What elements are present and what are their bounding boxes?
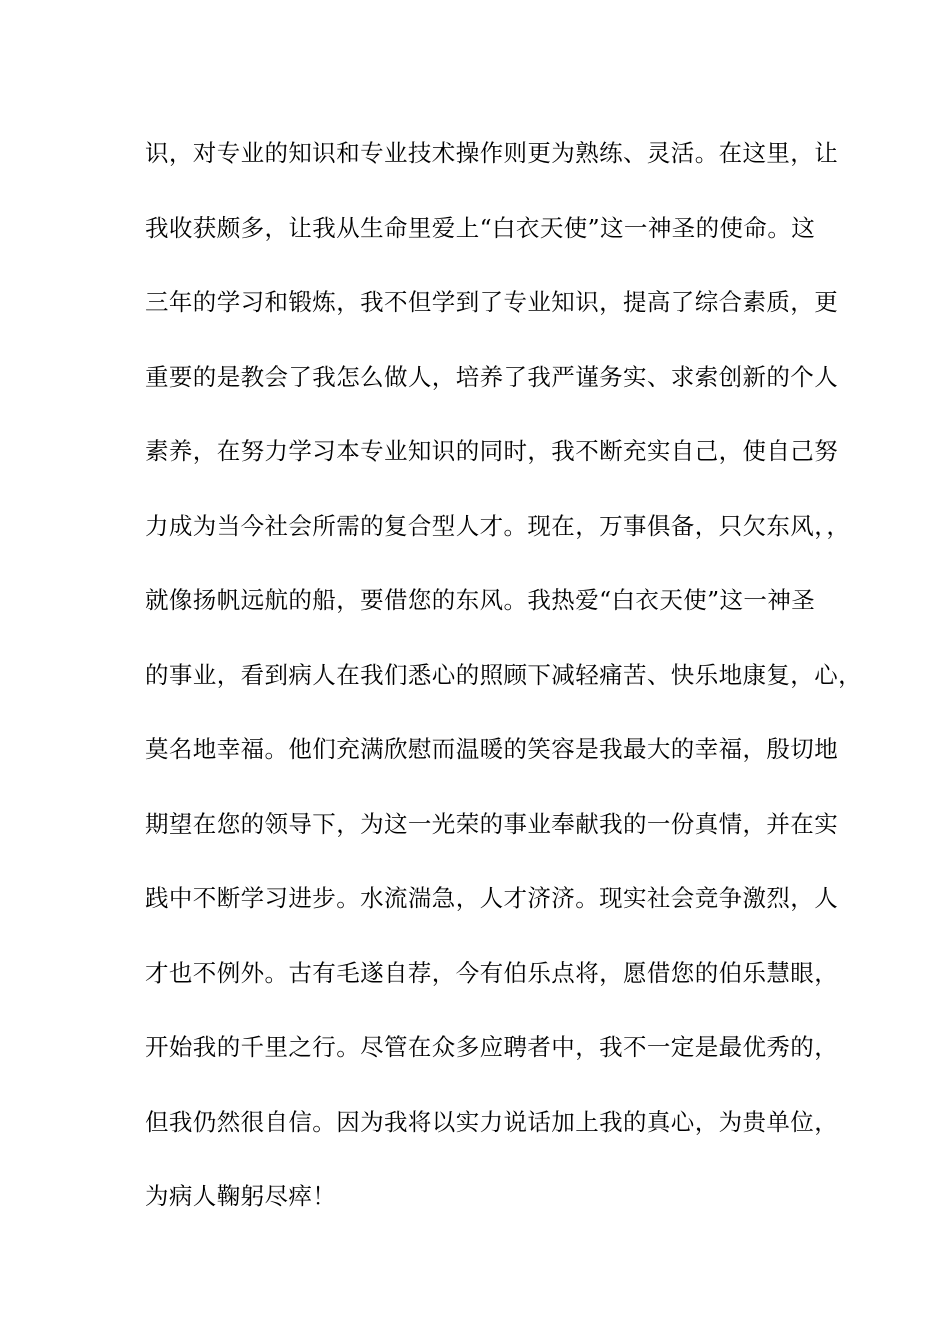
text-line: 素养，在努力学习本专业知识的同时，我不断充实自己，使自己努 xyxy=(145,437,839,465)
text-line: 开始我的千里之行。尽管在众多应聘者中，我不一定是最优秀的， xyxy=(145,1033,839,1061)
text-line: 识，对专业的知识和专业技术操作则更为熟练、灵活。在这里，让 xyxy=(145,139,839,167)
text-line: 期望在您的领导下，为这一光荣的事业奉献我的一份真情，并在实 xyxy=(145,809,839,838)
text-line: 三年的学习和锻炼，我不但学到了专业知识，提高了综合素质，更 xyxy=(145,288,839,316)
text-line: 的事业，看到病人在我们悉心的照顾下减轻痛苦、快乐地康复，心， xyxy=(145,660,862,689)
text-line: 力成为当今社会所需的复合型人才。现在，万事俱备，只欠东风，， xyxy=(145,511,851,540)
text-line: 才也不例外。古有毛遂自荐，今有伯乐点将，愿借您的伯乐慧眼， xyxy=(145,958,839,987)
text-line: 我收获颇多，让我从生命里爱上“白衣天使”这一神圣的使命。这 xyxy=(145,213,816,242)
text-line: 践中不断学习进步。水流湍急，人才济济。现实社会竞争激烈，人 xyxy=(145,884,839,912)
text-line: 但我仍然很自信。因为我将以实力说话加上我的真心，为贵单位， xyxy=(145,1107,839,1136)
text-line: 重要的是教会了我怎么做人，培养了我严谨务实、求索创新的个人 xyxy=(145,362,839,391)
text-line: 莫名地幸福。他们充满欣慰而温暖的笑容是我最大的幸福，殷切地 xyxy=(145,735,839,763)
text-line: 为病人鞠躬尽瘁！ xyxy=(145,1182,337,1210)
body-text xyxy=(145,133,862,1251)
text-line: 就像扬帆远航的船，要借您的东风。我热爱“白衣天使”这一神圣 xyxy=(145,586,816,614)
